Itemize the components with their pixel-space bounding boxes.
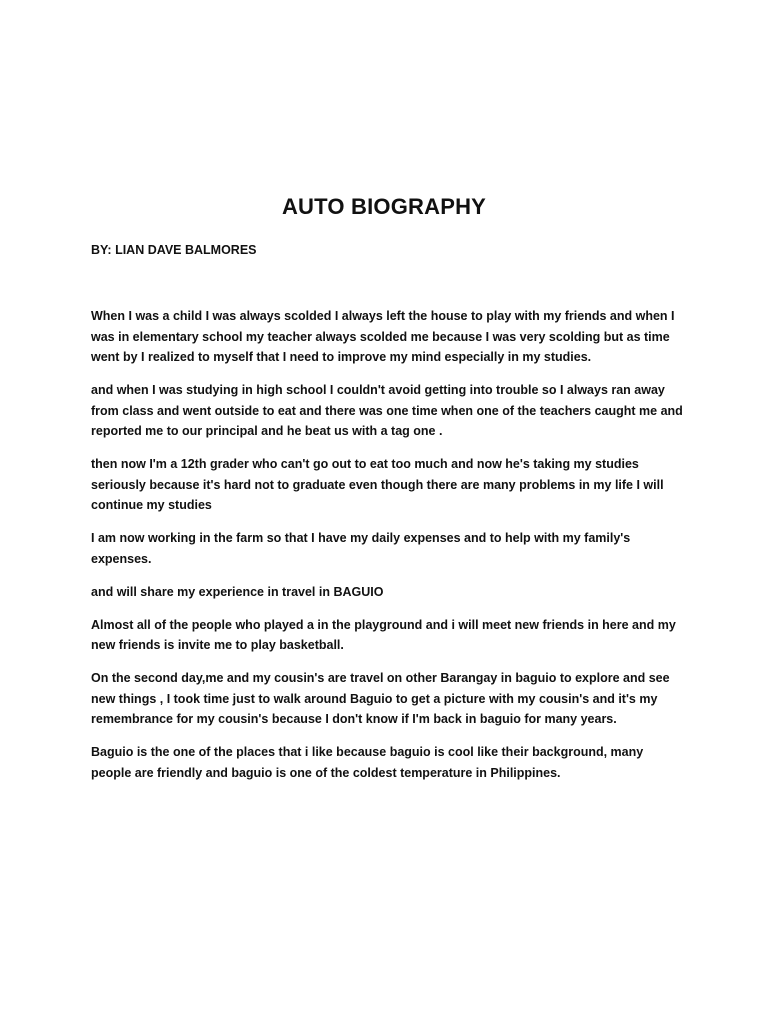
document-body [91,306,683,796]
paragraph: and when I was studying in high school I couldn't avoid getting into trouble so I always ran away from class and went outside to eat and there was one time when one of the teachers caught me and reported me to our principal and he beat us with a tag one . [91,383,683,438]
paragraph: then now I'm a 12th grader who can't go out to eat too much and now he's taking my studies seriously because it's hard not to graduate even though there are many problems in my life I will continue my studies [91,457,664,512]
document-title: AUTO BIOGRAPHY [281,194,487,219]
paragraph: I am now working in the farm so that I have my daily expenses and to help with my family's expenses. [91,531,631,566]
paragraph: and will share my experience in travel in BAGUIO [91,584,384,599]
paragraph: Baguio is the one of the places that i like because baguio is cool like their background, many people are friendly and baguio is one of the coldest temperature in Philippines. [91,745,644,780]
author-line: BY: LIAN DAVE BALMORES [91,243,257,257]
paragraph: On the second day,me and my cousin's are travel on other Barangay in baguio to explore and see new things , I took time just to walk around Baguio to get a picture with my cousin's and it's my remembrance for my cousin's because I don't know if I'm back in baguio for many years. [91,671,670,726]
paragraph: Almost all of the people who played a in the playground and i will meet new friends in here and my new friends is invite me to play basketball. [91,617,676,652]
paragraph: When I was a child I was always scolded I always left the house to play with my friends and when I was in elementary school my teacher always scolded me because I was very scolding but as time went by I realized to myself that I need to improve my mind especially in my studies. [91,309,675,364]
